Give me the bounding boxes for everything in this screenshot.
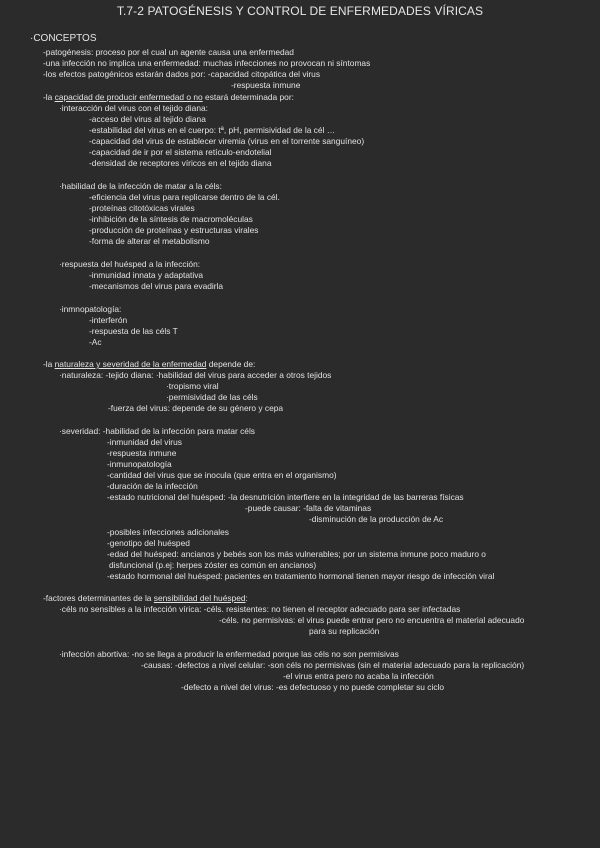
note-line: -capacidad de ir por el sistema retículo-endotelial <box>89 147 272 157</box>
note-line: -cantidad del virus que se inocula (que entra en el organismo) <box>107 470 337 480</box>
note-line: -forma de alterar el metabolismo <box>89 236 210 246</box>
note-line-underlined: -factores determinantes de la sensibilidad del huésped: <box>43 593 248 603</box>
note-line: -estado hormonal del huésped: pacientes en tratamiento hormonal tienen mayor riesgo de infección viral <box>107 571 495 581</box>
note-line: -respuesta inmune <box>107 448 177 458</box>
note-line: -los efectos patogénicos estarán dados por: -capacidad citopática del virus <box>43 69 321 79</box>
note-line-underlined: -la naturaleza y severidad de la enfermedad depende de: <box>43 359 256 369</box>
note-line: ·severidad: -habilidad de la infección para matar céls <box>59 426 255 436</box>
note-line: -densidad de receptores víricos en el tejido diana <box>89 158 272 168</box>
note-line: -inmunidad del virus <box>107 437 182 447</box>
note-line: -capacidad del virus de establecer viremia (virus en el torrente sanguíneo) <box>89 136 365 146</box>
note-line: -fuerza del virus: depende de su género y cepa <box>108 403 284 413</box>
note-line: ·inmnopatología: <box>59 304 122 314</box>
note-line: -producción de proteínas y estructuras virales <box>89 225 259 235</box>
note-line: ·tropismo viral <box>166 381 219 391</box>
note-line: -puede causar: -falta de vitaminas <box>245 503 372 513</box>
note-line: -inhibición de la síntesis de macromoléculas <box>89 214 253 224</box>
note-line: -defecto a nivel del virus: -es defectuoso y no puede completar su ciclo <box>181 682 445 692</box>
note-line: ·habilidad de la infección de matar a la céls: <box>59 181 222 191</box>
note-line: ·permisividad de las céls <box>166 392 258 402</box>
note-line: -mecanismos del virus para evadirla <box>89 281 224 291</box>
note-line: -genotipo del huésped <box>107 538 190 548</box>
note-line: -respuesta inmune <box>231 80 301 90</box>
note-line: ·naturaleza: -tejido diana: ·habilidad del virus para acceder a otros tejidos <box>59 370 332 380</box>
note-line: -inmunopatología <box>107 459 172 469</box>
page-title: T.7-2 PATOGÉNESIS Y CONTROL DE ENFERMEDADES VÍRICAS <box>116 4 484 18</box>
note-line: para su replicación <box>309 626 380 636</box>
note-line: -interferón <box>89 315 128 325</box>
note-line-underlined: -la capacidad de producir enfermedad o no estará determinada por: <box>43 92 294 102</box>
note-line: -una infección no implica una enfermedad: muchas infecciones no provocan ni síntomas <box>43 58 371 68</box>
note-line: ·céls no sensibles a la infección vírica: -céls. resistentes: no tienen el receptor adecuado para ser infectadas <box>59 604 461 614</box>
note-line: ·respuesta del huésped a la infección: <box>59 259 201 269</box>
note-line: -Ac <box>89 337 102 347</box>
note-line: -proteínas citotóxicas virales <box>89 203 195 213</box>
note-line: -edad del huésped: ancianos y bebés son los más vulnerables; por un sistema inmune poco maduro o <box>107 549 486 559</box>
note-line: -disminución de la producción de Ac <box>309 514 444 524</box>
note-line: -estabilidad del virus en el cuerpo: tª, pH, permisividad de la cél … <box>89 125 336 135</box>
note-line: -céls. no permisivas: el virus puede entrar pero no encuentra el material adecuado <box>219 615 525 625</box>
section-heading: ·CONCEPTOS <box>30 33 97 44</box>
note-line: -patogénesis: proceso por el cual un agente causa una enfermedad <box>43 47 294 57</box>
note-line: disfuncional (p.ej: herpes zóster es común en ancianos) <box>109 560 317 570</box>
note-line: -eficiencia del virus para replicarse dentro de la cél. <box>89 192 280 202</box>
note-line: ·infección abortiva: -no se llega a producir la enfermedad porque las céls no son permisivas <box>59 649 399 659</box>
note-line: -acceso del virus al tejido diana <box>89 114 206 124</box>
note-line: ·interacción del virus con el tejido diana: <box>59 103 208 113</box>
note-line: -estado nutricional del huésped: -la desnutrición interfiere en la integridad de las barreras físicas <box>107 492 464 502</box>
note-line: -el virus entra pero no acaba la infección <box>283 671 434 681</box>
note-line: -posibles infecciones adicionales <box>107 527 229 537</box>
note-line: -respuesta de las céls T <box>89 326 178 336</box>
note-line: -inmunidad innata y adaptativa <box>89 270 204 280</box>
note-line: -duración de la infección <box>107 481 198 491</box>
note-line: -causas: -defectos a nivel celular: -son céls no permisivas (sin el material adecuado para la replicación) <box>141 660 525 670</box>
